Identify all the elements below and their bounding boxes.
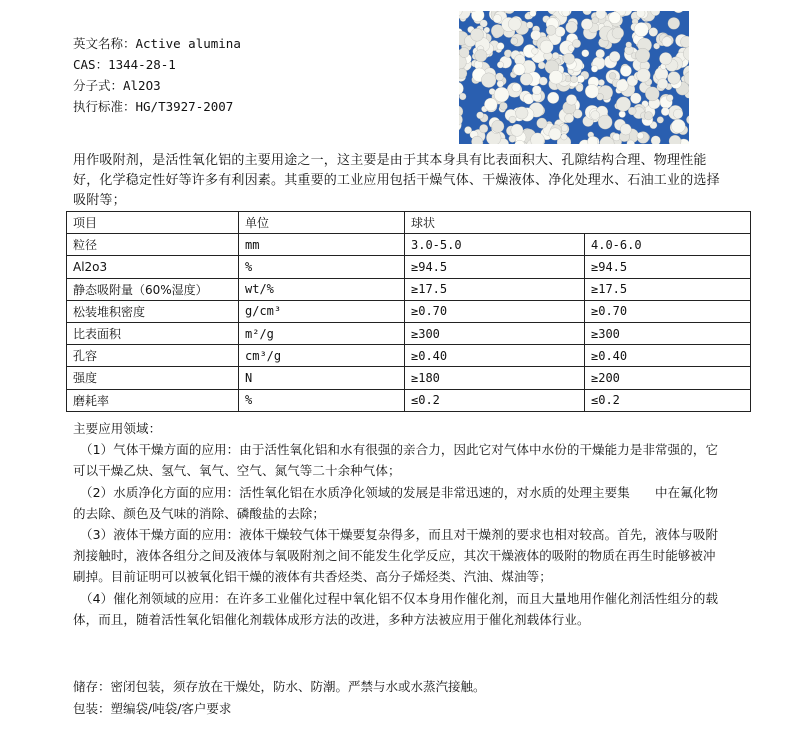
cell-unit: mm <box>239 234 405 256</box>
header-spherical: 球状 <box>405 212 751 234</box>
cell-value-3-5: ≤0.2 <box>405 389 585 411</box>
spec-table <box>66 211 751 412</box>
cell-value-3-5: ≥0.40 <box>405 345 585 367</box>
applications-title: 主要应用领域： <box>73 421 162 436</box>
header-unit: 单位 <box>239 212 405 234</box>
cell-value-4-6: ≥200 <box>585 367 751 389</box>
cell-unit: N <box>239 367 405 389</box>
packaging-text: 包装：塑编袋/吨袋/客户要求 <box>73 701 232 716</box>
application-item: （2）水质净化方面的应用：活性氧化铝在水质净化领域的发展是非常迅速的，对水质的处理主要集 中在氟化物的去除、颜色及气味的消除、磷酸盐的去除； <box>73 484 719 521</box>
product-meta <box>73 33 241 117</box>
cell-value-4-6: ≥0.40 <box>585 345 751 367</box>
table-row <box>67 389 751 411</box>
cell-unit: wt/% <box>239 278 405 300</box>
storage-text: 储存：密闭包装，须存放在干燥处，防水、防潮。严禁与水或水蒸汽接触。 <box>73 679 486 694</box>
application-item: （4）催化剂领域的应用：在许多工业催化过程中氧化铝不仅本身用作催化剂，而且大量地用作催化剂活性组分的载体，而且，随着活性氧化铝催化剂载体成形方法的改进，多种方法被应用于催化剂载体行业。 <box>73 590 719 627</box>
cell-item: 磨耗率 <box>67 389 239 411</box>
table-row <box>67 322 751 344</box>
header-item: 项目 <box>67 212 239 234</box>
cell-item: 静态吸附量（60%湿度） <box>67 278 239 300</box>
cell-value-4-6: ≤0.2 <box>585 389 751 411</box>
cell-item: Al2o3 <box>67 256 239 278</box>
table-row <box>67 345 751 367</box>
cell-unit: g/cm³ <box>239 300 405 322</box>
cell-value-4-6: ≥300 <box>585 322 751 344</box>
cell-value-3-5: ≥94.5 <box>405 256 585 278</box>
footer-section <box>73 676 723 720</box>
cell-value-3-5: 3.0-5.0 <box>405 234 585 256</box>
cell-value-4-6: ≥94.5 <box>585 256 751 278</box>
table-row <box>67 300 751 322</box>
cell-item: 孔容 <box>67 345 239 367</box>
cell-item: 粒径 <box>67 234 239 256</box>
table-row <box>67 278 751 300</box>
cell-item: 比表面积 <box>67 322 239 344</box>
beads-image <box>459 11 689 144</box>
application-item: （1）气体干燥方面的应用：由于活性氧化铝和水有很强的亲合力，因此它对气体中水份的干燥能力是非常强的，它可以干燥乙炔、氢气、氧气、空气、氮气等二十余种气体； <box>73 442 719 479</box>
cell-item: 强度 <box>67 367 239 389</box>
table-row <box>67 256 751 278</box>
cell-item: 松装堆积密度 <box>67 300 239 322</box>
cell-unit: % <box>239 256 405 278</box>
applications-section <box>73 418 723 630</box>
cell-unit: m²/g <box>239 322 405 344</box>
cell-unit: cm³/g <box>239 345 405 367</box>
cell-unit: % <box>239 389 405 411</box>
cell-value-3-5: ≥17.5 <box>405 278 585 300</box>
intro-paragraph: 用作吸附剂，是活性氧化铝的主要用途之一，这主要是由于其本身具有比表面积大、孔隙结构合理、物理性能好，化学稳定性好等许多有利因素。其重要的工业应用包括干燥气体、干燥液体、净化处理水、石油工业的选择吸附等； <box>73 153 720 208</box>
cell-value-3-5: ≥0.70 <box>405 300 585 322</box>
cas-number: CAS：1344-28-1 <box>73 57 176 72</box>
molecular-formula: 分子式：Al2O3 <box>73 78 161 93</box>
table-row <box>67 234 751 256</box>
table-row <box>67 367 751 389</box>
standard: 执行标准：HG/T3927-2007 <box>73 99 234 114</box>
cell-value-3-5: ≥180 <box>405 367 585 389</box>
cell-value-4-6: ≥17.5 <box>585 278 751 300</box>
cell-value-3-5: ≥300 <box>405 322 585 344</box>
cell-value-4-6: 4.0-6.0 <box>585 234 751 256</box>
application-item: （3）液体干燥方面的应用：液体干燥较气体干燥要复杂得多，而且对干燥剂的要求也相对较高。首先，液体与吸附剂接触时，液体各组分之间及液体与氧吸附剂之间不能发生化学反应，其次干燥液体的吸附的物质在再生时能够被冲刷掉。目前证明可以被氧化铝干燥的液体有共香烃类、高分子烯烃类、汽油、煤油等； <box>73 527 719 585</box>
alumina-beads-photo <box>459 11 689 144</box>
table-header-row <box>67 212 751 234</box>
english-name: 英文名称：Active alumina <box>73 36 241 51</box>
cell-value-4-6: ≥0.70 <box>585 300 751 322</box>
